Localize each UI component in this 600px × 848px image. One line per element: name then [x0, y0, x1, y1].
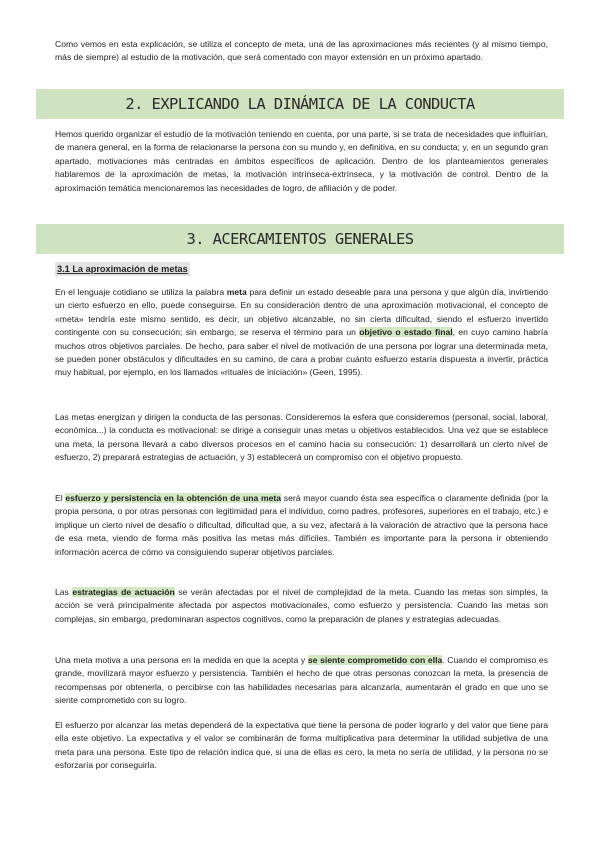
text-run: Las [55, 587, 73, 597]
text-run: se verán afectadas por el nivel de complejidad de la meta. Cuando las metas son simples, la acción se verá principalmente afectada por aspectos motivacionales, como esfuerzo y persistencia. Cuando las metas son complejas, sin embargo, predominaran aspectos cognitivos, como la preparación de planes y estrategias adecuadas. [55, 587, 548, 624]
section-3-heading: 3. ACERCAMIENTOS GENERALES [36, 224, 564, 254]
paragraph-esfuerzo [55, 492, 548, 559]
highlight-esfuerzo-persistencia: esfuerzo y persistencia en la obtención de una meta [65, 493, 282, 503]
intro-paragraph: Como vemos en esta explicación, se utiliza el concepto de meta, una de las aproximaciones más recientes (y al mismo tiempo, más de siempre) al estudio de la motivación, que será comentado con mayor extensión en un próximo apartado. [55, 39, 548, 63]
text-run: para definir un estado deseable para una persona y que algún día, invirtiendo un cierto esfuerzo en ello, puede conseguirse. En su consideración dentro de una aproximación motivacional, el concepto de «meta» tendría este mismo sentido, es decir, un objetivo alcanzable, no sin cierta dificultad, siendo el esfuerzo invertido contingente con su consecución; sin embargo, se reserva el término para un [55, 287, 548, 338]
paragraph-meta-definition [55, 286, 548, 380]
highlight-comprometido: se siente comprometido con ella [307, 655, 443, 665]
paragraph-compromiso [55, 654, 548, 708]
section-2-heading: 2. EXPLICANDO LA DINÁMICA DE LA CONDUCTA [36, 89, 564, 119]
subsection-3-1-heading: 3.1 La aproximación de metas [57, 264, 188, 274]
text-run: será mayor cuando ésta sea específica o claramente definida (por la propia persona, o por otras personas con legitimidad para el individuo, como padres, profesores, superiores en el trabajo, etc.) e implique un cierto nivel de desafío o dificultad, dificultad que, a su vez, afectará a la valoración de atractivo que la persona hace de esa meta, viendo de forma más positiva las metas más difíciles. También es importante para la persona ir obteniendo información acerca de cómo va consiguiendo superar objetivos parciales. [55, 493, 548, 557]
highlight-estrategias-actuacion: estrategias de actuación [72, 587, 175, 597]
text-run: Una meta motiva a una persona en la medida en que la acepta y [55, 655, 308, 665]
paragraph-estrategias [55, 586, 548, 626]
paragraph-expectativa-valor: El esfuerzo por alcanzar las metas dependerá de la expectativa que tiene la persona de poder lograrlo y del valor que tiene para ella este objetivo. La expectativa y el valor se combinarán de forma multiplicativa para determinar la utilidad subjetiva de una meta para una persona. Este tipo de relación indica que, si una de ellas es cero, la meta no sería de utilidad, y la persona no se esforzaría por conseguirla. [55, 720, 548, 771]
bold-term-meta: meta [226, 287, 247, 297]
text-run: . Cuando el compromiso es grande, movilizará mayor esfuerzo y persistencia. También el hecho de que otras personas conozcan la meta, la presencia de recompensas por obtenerla, o percibirse con las habilidades necesarias para alcanzarla, aumentarán el grado en que uno se siente comprometido con su logro. [55, 655, 548, 706]
text-run: En el lenguaje cotidiano se utiliza la palabra [55, 287, 227, 297]
paragraph-metas-energizan: Las metas energizan y dirigen la conducta de las personas. Consideremos la esfera que consideremos (personal, social, laboral, económica...) la conducta es motivacional: se dirige a conseguir unas metas u objetivos establecidos. Una vez que se establece una meta, la persona llevará a cabo diversos procesos en el camino hacia su consecución: 1) desarrollará un cierto nivel de esfuerzo, 2) preparará estrategias de actuación, y 3) establecerá un compromiso con el objetivo propuesto. [55, 412, 548, 463]
text-run: , en cuyo camino habría muchos otros objetivos parciales. De hecho, para saber el nivel de motivación de una persona por lograr una determinada meta, se pueden poner obstáculos y dificultades en su camino, de cara a probar cuánto esfuerzo estaría dispuesta a invertir, práctica muy habitual, por ejemplo, en los llamados «rituales de iniciación» (Geen, 1995). [55, 327, 548, 378]
highlight-objetivo-final: objetivo o estado final [359, 327, 453, 338]
section-2-paragraph: Hemos querido organizar el estudio de la motivación teniendo en cuenta, por una parte, si se trata de necesidades que influirían, de manera general, en la forma de relacionarse la persona con su mundo y, en definitiva, en su conducta; y, en un segundo gran apartado, motivaciones más centradas en ámbitos específicos de aplicación. Dentro de los planteamientos generales hablaremos de la aproximación de metas, la motivación intrínseca-extrínseca, y la motivación de control. Dentro de la aproximación temática mencionaremos las necesidades de logro, de afiliación y de poder. [55, 129, 548, 193]
text-run: El [55, 493, 66, 503]
